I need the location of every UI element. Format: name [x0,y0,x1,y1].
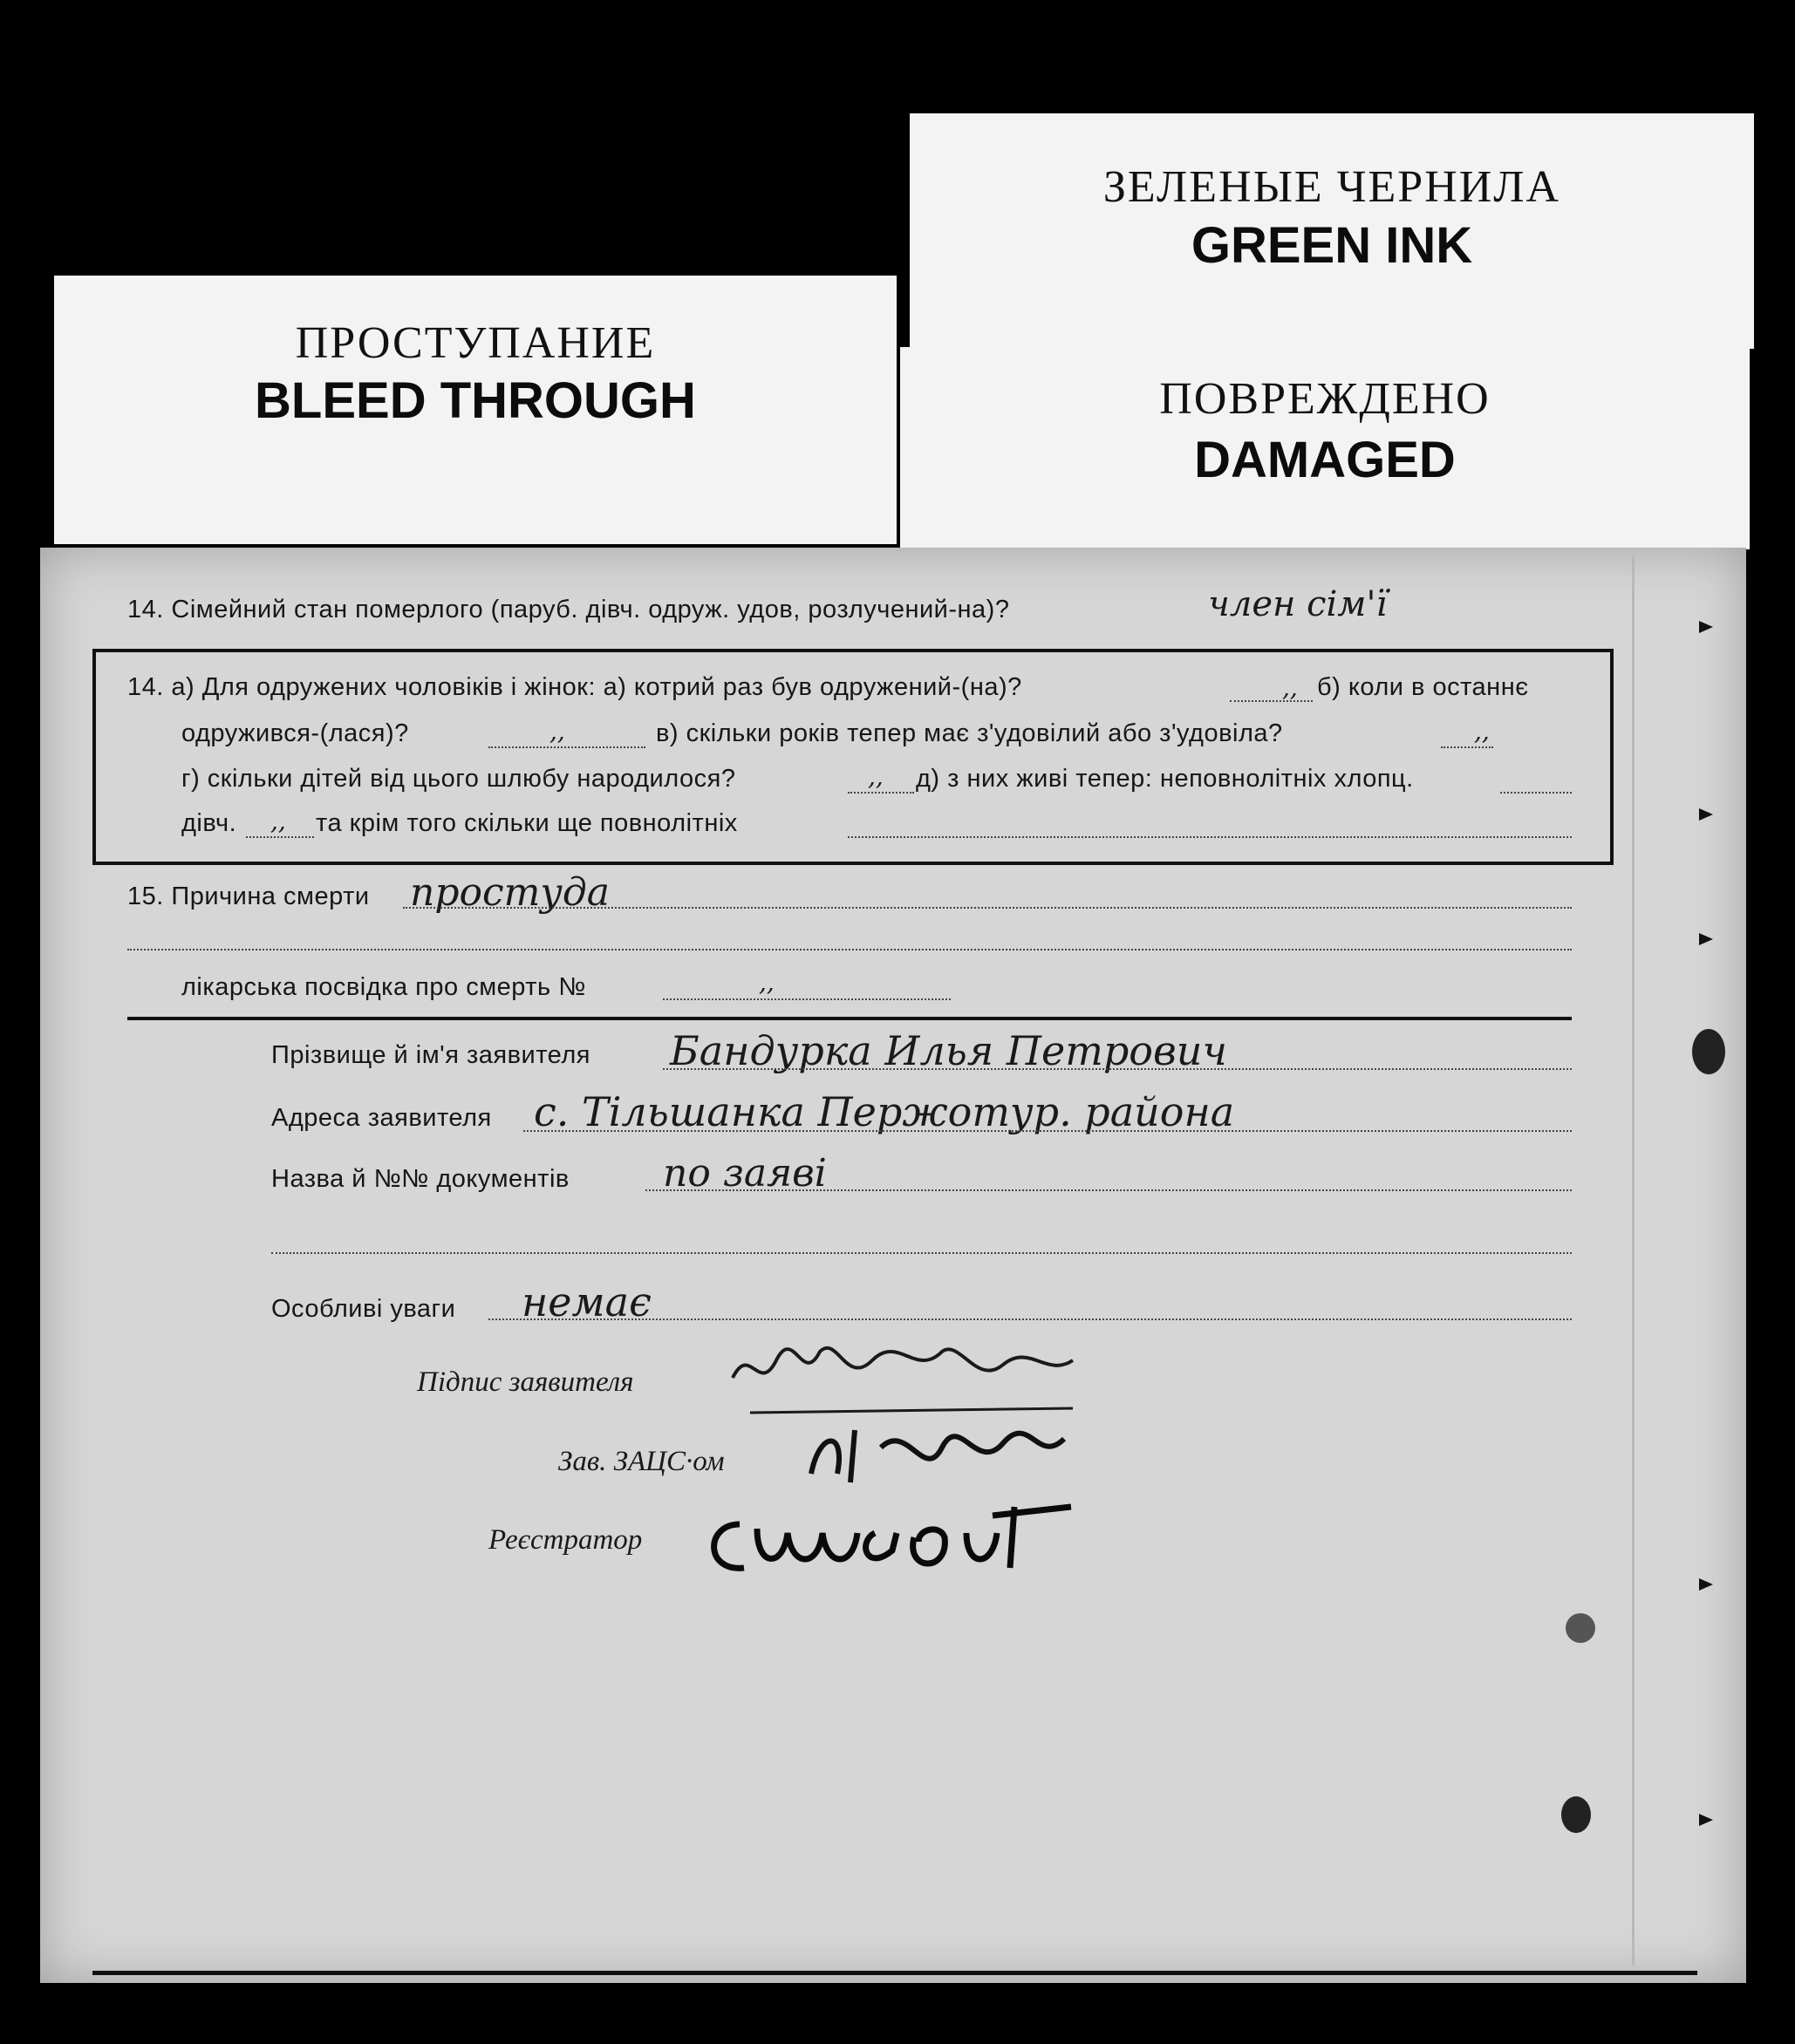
margin-tick [1699,621,1713,633]
q14a-line2: одружився-(лася)? [181,719,409,747]
docs-answer: по заяві [663,1151,827,1196]
head-signature-label: Зав. ЗАЦС·ом [558,1446,725,1477]
cert-dots [663,998,951,1000]
q14a-c-dots [1441,746,1493,748]
q14a-answer-c: ,, [1474,717,1490,746]
docs-dots-2 [271,1252,1572,1254]
margin-tick [1699,808,1713,821]
notes-label: Особливі уваги [271,1295,456,1323]
q14a-answer-b: ,, [549,717,565,746]
binder-hole [1692,1029,1725,1074]
q14a-line4b: та крім того скільки ще повнолітніх [316,809,738,837]
notes-answer: немає [522,1278,652,1325]
address-label: Адреса заявителя [271,1104,492,1132]
q14a-line3: г) скільки дітей від цього шлюбу народилося? [181,765,736,793]
address-dots [523,1130,1572,1132]
docs-dots [645,1189,1572,1191]
q15-label: 15. Причина смерти [127,882,370,910]
address-answer: с. Тільшанка Пержотур. района [534,1088,1235,1135]
q14a-line1: 14. а) Для одружених чоловіків і жінок: а) котрий раз був одружений-(на)? [127,673,1022,701]
damaged-card [900,347,1750,549]
bleed-through-ru: ПРОСТУПАНИЕ [295,318,656,368]
applicant-dots [663,1068,1572,1070]
q15-answer: простуда [410,870,611,915]
section-rule [127,1017,1572,1020]
binder-hole [1561,1796,1591,1833]
cert-label: лікарська посвідка про смерть № [181,973,586,1001]
head-signature [802,1413,1082,1500]
q14a-boys-dots [1500,792,1572,794]
q14a-adults-dots [848,836,1572,838]
q14a-line2b: в) скільки років тепер має з'удовілий або з'удовіла? [656,719,1283,747]
q14-label: 14. Сімейний стан померлого (паруб. дівч. одруж. удов, розлучений-на)? [127,596,1010,623]
q14a-answer-d: ,, [868,762,884,791]
cert-answer: ,, [759,968,775,997]
applicant-signature [724,1325,1108,1421]
q14a-line3b: д) з них живі тепер: неповнолітніх хлопц. [916,765,1414,793]
q15-dots-2 [127,949,1572,950]
bleed-through-card [54,276,897,544]
bleed-through-en: BLEED THROUGH [255,372,696,429]
registrar-signature-label: Реєстратор [488,1524,643,1556]
q14a-answer-a: ,, [1282,673,1298,702]
notes-dots [488,1318,1572,1320]
q14a-b-dots [488,746,645,748]
docs-label: Назва й №№ документів [271,1165,570,1193]
applicant-signature-label: Підпис заявителя [417,1366,634,1398]
q14a-line4: дівч. [181,809,237,837]
applicant-answer: Бандурка Илья Петрович [670,1027,1227,1074]
q14a-a-dots [1230,700,1313,702]
binder-hole [1566,1613,1595,1643]
damaged-ru: ПОВРЕЖДЕНО [1159,374,1491,424]
applicant-label: Прізвище й ім'я заявителя [271,1041,590,1069]
margin-tick [1699,1578,1713,1591]
q14-answer: член сім'ї [1208,584,1388,624]
damaged-en: DAMAGED [1194,432,1456,488]
q14a-girls-dots [246,836,314,838]
q14a-answer-e: ,, [270,807,286,835]
green-ink-en: GREEN INK [1191,217,1473,274]
registrar-signature [705,1489,1106,1585]
green-ink-card [910,113,1754,349]
q14a-line1b: б) коли в останнє [1317,673,1529,701]
green-ink-ru: ЗЕЛЕНЫЕ ЧЕРНИЛА [1102,162,1561,212]
margin-tick [1699,933,1713,945]
q15-dots [403,907,1572,909]
q14a-d-dots [848,792,914,794]
margin-tick [1699,1814,1713,1826]
bottom-rule [92,1971,1697,1975]
